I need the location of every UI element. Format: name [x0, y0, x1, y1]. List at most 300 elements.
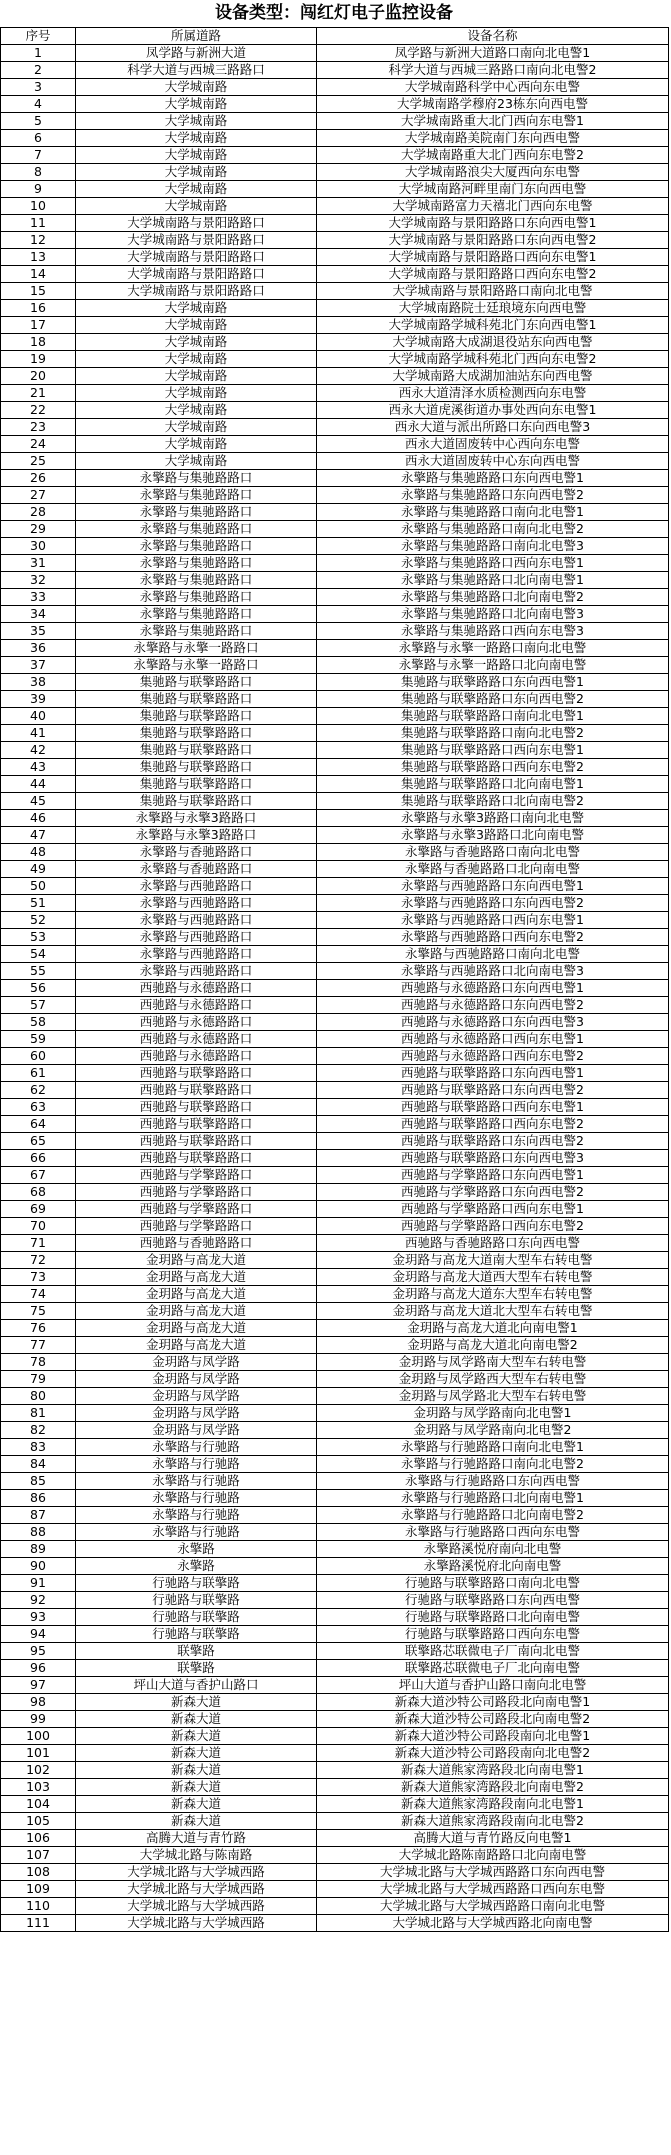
cell-road: 永擎路与行驰路	[76, 1439, 317, 1456]
cell-index: 53	[1, 929, 76, 946]
cell-device-name: 西驰路与学擎路路口西向东电警2	[317, 1218, 669, 1235]
cell-device-name: 大学城南路浪尖大厦西向东电警	[317, 164, 669, 181]
cell-road: 永擎路	[76, 1558, 317, 1575]
cell-index: 23	[1, 419, 76, 436]
cell-device-name: 金玥路与高龙大道西大型车右转电警	[317, 1269, 669, 1286]
cell-device-name: 金玥路与凤学路西大型车右转电警	[317, 1371, 669, 1388]
cell-road: 新森大道	[76, 1779, 317, 1796]
cell-road: 金玥路与凤学路	[76, 1405, 317, 1422]
cell-road: 永擎路与西驰路路口	[76, 946, 317, 963]
table-row	[1, 1524, 669, 1541]
cell-index: 71	[1, 1235, 76, 1252]
header-road: 所属道路	[76, 28, 317, 45]
cell-device-name: 西永大道固废转中心东向西电警	[317, 453, 669, 470]
cell-device-name: 金玥路与高龙大道北大型车右转电警	[317, 1303, 669, 1320]
cell-index: 21	[1, 385, 76, 402]
cell-index: 96	[1, 1660, 76, 1677]
cell-index: 104	[1, 1796, 76, 1813]
cell-index: 11	[1, 215, 76, 232]
cell-road: 新森大道	[76, 1728, 317, 1745]
cell-device-name: 金玥路与高龙大道南大型车右转电警	[317, 1252, 669, 1269]
table-row	[1, 1133, 669, 1150]
table-row	[1, 929, 669, 946]
cell-road: 大学城南路	[76, 351, 317, 368]
cell-road: 大学城南路	[76, 419, 317, 436]
cell-index: 38	[1, 674, 76, 691]
cell-device-name: 大学城南路河畔里南门东向西电警	[317, 181, 669, 198]
cell-device-name: 西驰路与学擎路路口东向西电警2	[317, 1184, 669, 1201]
cell-index: 2	[1, 62, 76, 79]
cell-index: 56	[1, 980, 76, 997]
cell-road: 大学城南路	[76, 334, 317, 351]
cell-index: 1	[1, 45, 76, 62]
cell-device-name: 联擎路芯联微电子厂南向北电警	[317, 1643, 669, 1660]
cell-road: 集驰路与联擎路路口	[76, 708, 317, 725]
table-row	[1, 181, 669, 198]
cell-index: 22	[1, 402, 76, 419]
cell-road: 集驰路与联擎路路口	[76, 691, 317, 708]
cell-index: 20	[1, 368, 76, 385]
cell-index: 54	[1, 946, 76, 963]
cell-index: 24	[1, 436, 76, 453]
cell-road: 集驰路与联擎路路口	[76, 725, 317, 742]
table-row	[1, 1830, 669, 1847]
cell-index: 49	[1, 861, 76, 878]
cell-index: 36	[1, 640, 76, 657]
table-row	[1, 283, 669, 300]
header-row	[1, 28, 669, 45]
table-row	[1, 368, 669, 385]
table-row	[1, 1762, 669, 1779]
cell-index: 50	[1, 878, 76, 895]
cell-device-name: 西驰路与永德路路口西向东电警1	[317, 1031, 669, 1048]
cell-road: 金玥路与凤学路	[76, 1422, 317, 1439]
table-row	[1, 980, 669, 997]
cell-device-name: 西驰路与永德路路口东向西电警2	[317, 997, 669, 1014]
table-row	[1, 1405, 669, 1422]
cell-road: 集驰路与联擎路路口	[76, 759, 317, 776]
cell-index: 9	[1, 181, 76, 198]
cell-index: 13	[1, 249, 76, 266]
table-row	[1, 1813, 669, 1830]
table-row	[1, 844, 669, 861]
cell-device-name: 永擎路溪悦府南向北电警	[317, 1541, 669, 1558]
cell-road: 金玥路与高龙大道	[76, 1269, 317, 1286]
table-row	[1, 1320, 669, 1337]
cell-road: 联擎路	[76, 1643, 317, 1660]
cell-road: 大学城南路	[76, 317, 317, 334]
table-row	[1, 640, 669, 657]
table-row	[1, 1864, 669, 1881]
cell-road: 新森大道	[76, 1745, 317, 1762]
cell-index: 44	[1, 776, 76, 793]
cell-device-name: 大学城北路与大学城西路路口南向北电警	[317, 1898, 669, 1915]
cell-road: 大学城南路与景阳路路口	[76, 249, 317, 266]
cell-index: 14	[1, 266, 76, 283]
cell-index: 48	[1, 844, 76, 861]
cell-road: 大学城南路与景阳路路口	[76, 215, 317, 232]
cell-index: 45	[1, 793, 76, 810]
cell-device-name: 集驰路与联擎路路口北向南电警2	[317, 793, 669, 810]
table-row	[1, 1218, 669, 1235]
cell-index: 64	[1, 1116, 76, 1133]
cell-device-name: 西驰路与香驰路路口东向西电警	[317, 1235, 669, 1252]
cell-index: 80	[1, 1388, 76, 1405]
cell-road: 大学城南路	[76, 368, 317, 385]
cell-device-name: 西驰路与永德路路口东向西电警1	[317, 980, 669, 997]
cell-device-name: 新森大道沙特公司路段北向南电警2	[317, 1711, 669, 1728]
cell-road: 西驰路与联擎路路口	[76, 1116, 317, 1133]
cell-index: 78	[1, 1354, 76, 1371]
cell-device-name: 永擎路与行驰路路口东向西电警	[317, 1473, 669, 1490]
cell-device-name: 永擎路与香驰路路口北向南电警	[317, 861, 669, 878]
cell-index: 43	[1, 759, 76, 776]
cell-device-name: 永擎路与集驰路路口西向东电警1	[317, 555, 669, 572]
cell-index: 106	[1, 1830, 76, 1847]
cell-device-name: 永擎路与集驰路路口南向北电警1	[317, 504, 669, 521]
table-row	[1, 1609, 669, 1626]
cell-road: 永擎路与行驰路	[76, 1456, 317, 1473]
table-row	[1, 1014, 669, 1031]
cell-index: 57	[1, 997, 76, 1014]
cell-index: 60	[1, 1048, 76, 1065]
cell-device-name: 大学城南路与景阳路路口东向西电警1	[317, 215, 669, 232]
cell-road: 大学城南路	[76, 130, 317, 147]
cell-index: 111	[1, 1915, 76, 1932]
cell-road: 行驰路与联擎路	[76, 1609, 317, 1626]
table-row	[1, 776, 669, 793]
cell-index: 32	[1, 572, 76, 589]
cell-index: 42	[1, 742, 76, 759]
table-row	[1, 45, 669, 62]
table-row	[1, 1048, 669, 1065]
cell-road: 永擎路与集驰路路口	[76, 521, 317, 538]
cell-index: 52	[1, 912, 76, 929]
cell-index: 98	[1, 1694, 76, 1711]
table-row	[1, 997, 669, 1014]
table-row	[1, 1626, 669, 1643]
cell-index: 97	[1, 1677, 76, 1694]
table-row	[1, 1201, 669, 1218]
cell-road: 大学城南路	[76, 113, 317, 130]
cell-device-name: 大学城南路学城科苑北门西向东电警2	[317, 351, 669, 368]
cell-road: 永擎路与西驰路路口	[76, 895, 317, 912]
cell-device-name: 大学城南路与景阳路路口西向东电警1	[317, 249, 669, 266]
table-row	[1, 62, 669, 79]
cell-device-name: 新森大道沙特公司路段南向北电警1	[317, 1728, 669, 1745]
cell-road: 大学城南路	[76, 79, 317, 96]
cell-index: 84	[1, 1456, 76, 1473]
cell-index: 76	[1, 1320, 76, 1337]
cell-device-name: 西驰路与学擎路路口东向西电警1	[317, 1167, 669, 1184]
cell-road: 永擎路与西驰路路口	[76, 912, 317, 929]
cell-road: 大学城南路	[76, 96, 317, 113]
cell-device-name: 大学城南路与景阳路路口南向北电警	[317, 283, 669, 300]
table-row	[1, 198, 669, 215]
cell-road: 科学大道与西城三路路口	[76, 62, 317, 79]
table-row	[1, 1898, 669, 1915]
table-row	[1, 674, 669, 691]
cell-road: 永擎路与集驰路路口	[76, 606, 317, 623]
table-row	[1, 1167, 669, 1184]
table-row	[1, 215, 669, 232]
cell-device-name: 永擎路与集驰路路口东向西电警1	[317, 470, 669, 487]
cell-device-name: 坪山大道与香护山路口南向北电警	[317, 1677, 669, 1694]
table-row	[1, 96, 669, 113]
cell-road: 永擎路与香驰路路口	[76, 861, 317, 878]
cell-index: 31	[1, 555, 76, 572]
cell-device-name: 新森大道沙特公司路段北向南电警1	[317, 1694, 669, 1711]
cell-index: 90	[1, 1558, 76, 1575]
cell-device-name: 大学城南路大成湖加油站东向西电警	[317, 368, 669, 385]
table-row	[1, 266, 669, 283]
table-row	[1, 1303, 669, 1320]
cell-device-name: 金玥路与凤学路南向北电警1	[317, 1405, 669, 1422]
table-row	[1, 470, 669, 487]
table-row	[1, 487, 669, 504]
cell-index: 47	[1, 827, 76, 844]
cell-device-name: 大学城北路与大学城西路北向南电警	[317, 1915, 669, 1932]
cell-index: 86	[1, 1490, 76, 1507]
cell-road: 永擎路与行驰路	[76, 1524, 317, 1541]
cell-road: 西驰路与香驰路路口	[76, 1235, 317, 1252]
cell-device-name: 大学城北路与大学城西路路口西向东电警	[317, 1881, 669, 1898]
cell-device-name: 凤学路与新洲大道路口南向北电警1	[317, 45, 669, 62]
cell-road: 凤学路与新洲大道	[76, 45, 317, 62]
cell-road: 新森大道	[76, 1711, 317, 1728]
cell-index: 66	[1, 1150, 76, 1167]
cell-road: 永擎路与西驰路路口	[76, 878, 317, 895]
cell-device-name: 永擎路与行驰路路口南向北电警2	[317, 1456, 669, 1473]
cell-road: 西驰路与永德路路口	[76, 1031, 317, 1048]
cell-device-name: 永擎路与行驰路路口南向北电警1	[317, 1439, 669, 1456]
cell-road: 大学城北路与大学城西路	[76, 1881, 317, 1898]
table-row	[1, 334, 669, 351]
cell-road: 永擎路与集驰路路口	[76, 572, 317, 589]
cell-index: 73	[1, 1269, 76, 1286]
cell-index: 27	[1, 487, 76, 504]
cell-road: 新森大道	[76, 1796, 317, 1813]
header-index: 序号	[1, 28, 76, 45]
table-header	[1, 28, 669, 45]
cell-index: 35	[1, 623, 76, 640]
cell-road: 永擎路与集驰路路口	[76, 589, 317, 606]
cell-road: 金玥路与凤学路	[76, 1388, 317, 1405]
table-row	[1, 963, 669, 980]
cell-index: 69	[1, 1201, 76, 1218]
cell-index: 85	[1, 1473, 76, 1490]
table-row	[1, 1354, 669, 1371]
cell-index: 99	[1, 1711, 76, 1728]
cell-road: 西驰路与学擎路路口	[76, 1218, 317, 1235]
cell-device-name: 集驰路与联擎路路口东向西电警2	[317, 691, 669, 708]
table-row	[1, 725, 669, 742]
cell-index: 34	[1, 606, 76, 623]
cell-road: 永擎路与集驰路路口	[76, 623, 317, 640]
table-row	[1, 759, 669, 776]
cell-device-name: 西永大道与派出所路口东向西电警3	[317, 419, 669, 436]
cell-device-name: 高腾大道与青竹路反向电警1	[317, 1830, 669, 1847]
cell-device-name: 新森大道熊家湾路段南向北电警1	[317, 1796, 669, 1813]
cell-device-name: 大学城南路美院南门东向西电警	[317, 130, 669, 147]
cell-index: 15	[1, 283, 76, 300]
cell-road: 永擎路与西驰路路口	[76, 929, 317, 946]
cell-road: 西驰路与学擎路路口	[76, 1184, 317, 1201]
cell-road: 行驰路与联擎路	[76, 1592, 317, 1609]
cell-index: 40	[1, 708, 76, 725]
cell-road: 永擎路与永擎一路路口	[76, 657, 317, 674]
table-row	[1, 912, 669, 929]
cell-index: 91	[1, 1575, 76, 1592]
cell-road: 集驰路与联擎路路口	[76, 742, 317, 759]
cell-road: 永擎路与行驰路	[76, 1507, 317, 1524]
cell-road: 大学城北路与大学城西路	[76, 1864, 317, 1881]
table-row	[1, 1150, 669, 1167]
cell-road: 西驰路与学擎路路口	[76, 1167, 317, 1184]
cell-index: 68	[1, 1184, 76, 1201]
cell-road: 西驰路与永德路路口	[76, 997, 317, 1014]
cell-device-name: 西驰路与联擎路路口东向西电警1	[317, 1065, 669, 1082]
cell-device-name: 大学城南路与景阳路路口西向东电警2	[317, 266, 669, 283]
cell-device-name: 大学城南路与景阳路路口东向西电警2	[317, 232, 669, 249]
cell-device-name: 永擎路与集驰路路口北向南电警3	[317, 606, 669, 623]
cell-device-name: 西驰路与永德路路口西向东电警2	[317, 1048, 669, 1065]
cell-index: 37	[1, 657, 76, 674]
cell-device-name: 行驰路与联擎路路口东向西电警	[317, 1592, 669, 1609]
cell-road: 联擎路	[76, 1660, 317, 1677]
table-row	[1, 385, 669, 402]
cell-index: 55	[1, 963, 76, 980]
cell-device-name: 西永大道虎溪街道办事处西向东电警1	[317, 402, 669, 419]
cell-road: 永擎路与集驰路路口	[76, 538, 317, 555]
table-row	[1, 1796, 669, 1813]
cell-index: 8	[1, 164, 76, 181]
cell-device-name: 永擎路与西驰路路口东向西电警1	[317, 878, 669, 895]
cell-device-name: 金玥路与高龙大道北向南电警2	[317, 1337, 669, 1354]
cell-device-name: 永擎路与集驰路路口北向南电警2	[317, 589, 669, 606]
table-row	[1, 1694, 669, 1711]
cell-road: 永擎路与集驰路路口	[76, 555, 317, 572]
cell-device-name: 永擎路与西驰路路口东向西电警2	[317, 895, 669, 912]
cell-device-name: 永擎路与永擎3路路口北向南电警	[317, 827, 669, 844]
cell-device-name: 新森大道熊家湾路段北向南电警2	[317, 1779, 669, 1796]
table-row	[1, 1184, 669, 1201]
cell-road: 永擎路与永擎一路路口	[76, 640, 317, 657]
cell-road: 西驰路与联擎路路口	[76, 1082, 317, 1099]
table-row	[1, 1643, 669, 1660]
cell-device-name: 集驰路与联擎路路口南向北电警1	[317, 708, 669, 725]
cell-road: 新森大道	[76, 1762, 317, 1779]
cell-device-name: 永擎路与永擎一路路口北向南电警	[317, 657, 669, 674]
cell-index: 28	[1, 504, 76, 521]
cell-device-name: 西驰路与联擎路路口西向东电警1	[317, 1099, 669, 1116]
cell-index: 101	[1, 1745, 76, 1762]
table-row	[1, 589, 669, 606]
cell-device-name: 大学城南路富力天禧北门西向东电警	[317, 198, 669, 215]
cell-device-name: 西驰路与联擎路路口东向西电警2	[317, 1082, 669, 1099]
cell-index: 29	[1, 521, 76, 538]
table-row	[1, 419, 669, 436]
cell-device-name: 金玥路与凤学路南向北电警2	[317, 1422, 669, 1439]
cell-device-name: 大学城北路陈南路路口北向南电警	[317, 1847, 669, 1864]
cell-road: 大学城北路与陈南路	[76, 1847, 317, 1864]
cell-index: 103	[1, 1779, 76, 1796]
cell-index: 79	[1, 1371, 76, 1388]
table-row	[1, 79, 669, 96]
table-row	[1, 1881, 669, 1898]
cell-index: 10	[1, 198, 76, 215]
cell-device-name: 大学城南路科学中心西向东电警	[317, 79, 669, 96]
cell-road: 大学城南路	[76, 164, 317, 181]
table-row	[1, 623, 669, 640]
table-row	[1, 113, 669, 130]
cell-road: 西驰路与联擎路路口	[76, 1099, 317, 1116]
table-row	[1, 521, 669, 538]
cell-road: 集驰路与联擎路路口	[76, 793, 317, 810]
table-row	[1, 1371, 669, 1388]
table-row	[1, 1269, 669, 1286]
cell-device-name: 永擎路与行驰路路口北向南电警2	[317, 1507, 669, 1524]
cell-road: 大学城南路与景阳路路口	[76, 232, 317, 249]
table-row	[1, 453, 669, 470]
cell-road: 西驰路与永德路路口	[76, 980, 317, 997]
cell-device-name: 新森大道熊家湾路段南向北电警2	[317, 1813, 669, 1830]
cell-index: 61	[1, 1065, 76, 1082]
table-row	[1, 810, 669, 827]
cell-index: 107	[1, 1847, 76, 1864]
cell-index: 87	[1, 1507, 76, 1524]
table-row	[1, 1558, 669, 1575]
cell-index: 65	[1, 1133, 76, 1150]
cell-road: 行驰路与联擎路	[76, 1626, 317, 1643]
cell-index: 105	[1, 1813, 76, 1830]
cell-index: 63	[1, 1099, 76, 1116]
cell-index: 70	[1, 1218, 76, 1235]
cell-device-name: 金玥路与高龙大道东大型车右转电警	[317, 1286, 669, 1303]
table-row	[1, 504, 669, 521]
cell-device-name: 永擎路与香驰路路口南向北电警	[317, 844, 669, 861]
table-row	[1, 1592, 669, 1609]
cell-road: 永擎路与行驰路	[76, 1490, 317, 1507]
table-row	[1, 300, 669, 317]
cell-index: 95	[1, 1643, 76, 1660]
cell-index: 46	[1, 810, 76, 827]
table-row	[1, 1711, 669, 1728]
cell-road: 集驰路与联擎路路口	[76, 674, 317, 691]
cell-index: 108	[1, 1864, 76, 1881]
cell-index: 33	[1, 589, 76, 606]
cell-road: 金玥路与凤学路	[76, 1371, 317, 1388]
table-row	[1, 1252, 669, 1269]
cell-road: 大学城南路	[76, 147, 317, 164]
cell-index: 7	[1, 147, 76, 164]
cell-index: 39	[1, 691, 76, 708]
table-row	[1, 1286, 669, 1303]
cell-road: 金玥路与高龙大道	[76, 1303, 317, 1320]
cell-device-name: 永擎路与西驰路路口南向北电警	[317, 946, 669, 963]
table-row	[1, 317, 669, 334]
table-row	[1, 130, 669, 147]
cell-index: 92	[1, 1592, 76, 1609]
device-table	[0, 27, 669, 1932]
cell-road: 永擎路与集驰路路口	[76, 504, 317, 521]
table-row	[1, 164, 669, 181]
table-row	[1, 691, 669, 708]
cell-road: 永擎路与西驰路路口	[76, 963, 317, 980]
cell-device-name: 永擎路溪悦府北向南电警	[317, 1558, 669, 1575]
table-row	[1, 1677, 669, 1694]
table-row	[1, 572, 669, 589]
